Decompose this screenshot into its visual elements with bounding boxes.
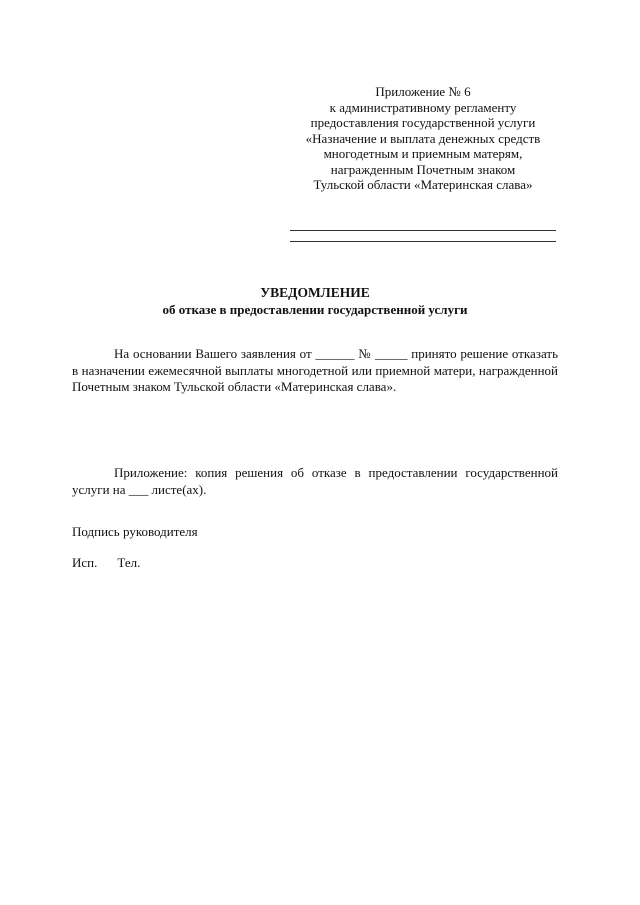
- appendix-line: предоставления государственной услуги: [310, 115, 536, 130]
- appendix-line: награжденным Почетным знаком: [330, 161, 516, 177]
- attachment-paragraph-text: Приложение: копия решения об отказе в предоставлении государственной услуги на ___ листе(ах).: [72, 465, 558, 497]
- executor-label: Исп.: [72, 555, 98, 570]
- notice-paragraph: [72, 346, 558, 396]
- executor-line: [72, 555, 140, 571]
- appendix-line: Тульской области «Материнская слава»: [313, 177, 533, 192]
- appendix-line: многодетным и приемным матерям,: [323, 146, 523, 161]
- recipient-line: [290, 241, 556, 242]
- appendix-line: к административному регламенту: [329, 99, 517, 115]
- appendix-header: [290, 84, 556, 193]
- appendix-line: «Назначение и выплата денежных средств: [305, 130, 541, 146]
- notice-paragraph-text: На основании Вашего заявления от ______ № _____ принято решение отказать в назначении ежемесячной выплаты многодетной или приемной матери, награжденной Почетным знаком Тульской области «Материнская слава».: [72, 346, 558, 394]
- attachment-paragraph: [72, 465, 558, 498]
- recipient-line: [290, 230, 556, 231]
- notice-subtitle: об отказе в предоставлении государственной услуги: [162, 302, 468, 317]
- notice-title: УВЕДОМЛЕНИЕ: [260, 285, 370, 300]
- phone-label: Тел.: [117, 555, 141, 570]
- appendix-line: Приложение № 6: [375, 84, 471, 99]
- signature-label: Подпись руководителя: [72, 524, 198, 539]
